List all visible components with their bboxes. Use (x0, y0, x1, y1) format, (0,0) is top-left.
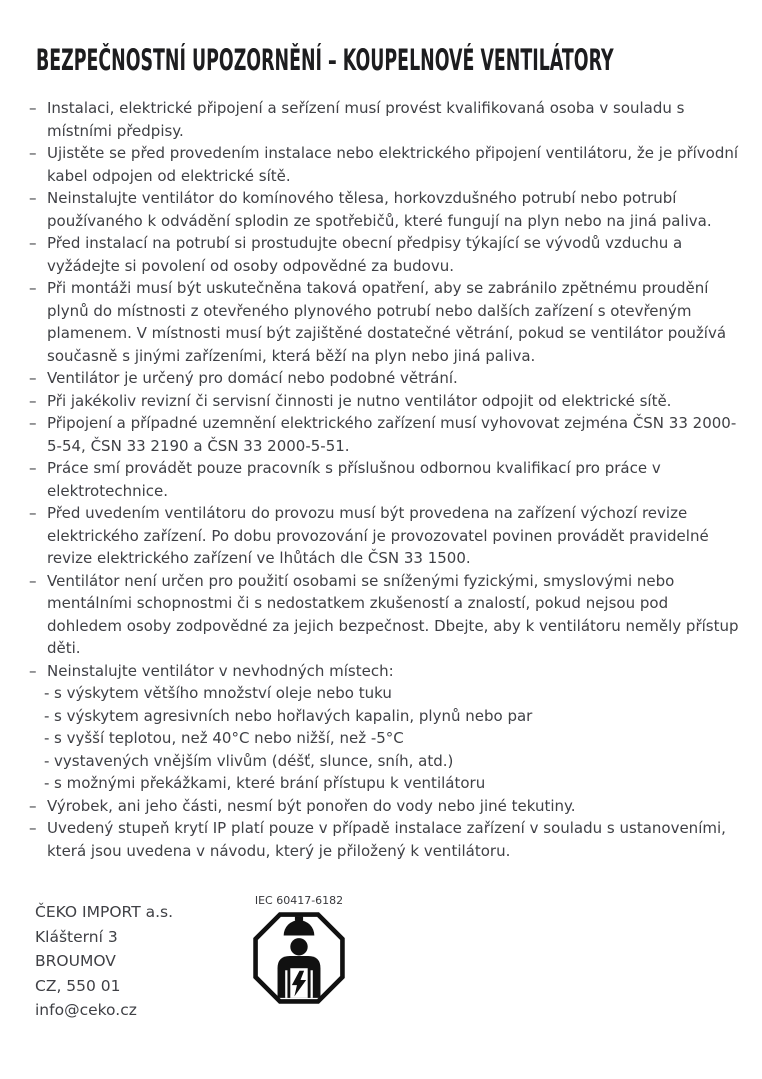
bullet-dash: – (29, 459, 37, 477)
sub-item-text: s výskytem agresivních nebo hořlavých kapalin, plynů nebo par (54, 706, 533, 725)
safety-list-item (29, 142, 744, 187)
safety-item-text: Ventilátor je určený pro domácí nebo podobné větrání. (47, 369, 458, 387)
sub-list-item (44, 727, 744, 750)
safety-list-item (29, 97, 744, 142)
bullet-dash: – (29, 279, 37, 297)
bullet-dash: – (29, 819, 37, 837)
safety-item-text: Neinstalujte ventilátor do komínového tělesa, horkovzdušného potrubí nebo potrubí používaného k odvádění splodin ze spotřebičů, které fungují na plyn nebo na jiná paliva. (47, 189, 712, 230)
safety-item-text: Při montáži musí být uskutečněna taková opatření, aby se zabránilo zpětnému proudění plynů do místnosti z otevřeného plynového potrubí nebo dalších zařízení s otevřeným plamenem. V místnosti musí být zajištěné dostatečné větrání, pokud se ventilátor používá současně s jinými zařízeními, která běží na plyn nebo jiná paliva. (47, 279, 727, 365)
safety-item-text: Před uvedením ventilátoru do provozu musí být provedena na zařízení výchozí revize elektrického zařízení. Po dobu provozování je provozovatel povinen provádět pravidelné revize elektrického zařízení ve lhůtách dle ČSN 33 1500. (47, 504, 709, 567)
safety-list-item (29, 277, 744, 367)
company-name: ČEKO IMPORT a.s. (35, 903, 174, 921)
sub-item-text: vystavených vnějším vlivům (déšť, slunce, sníh, atd.) (54, 751, 454, 770)
sub-bullet-dash: - (44, 729, 50, 747)
sub-item-text: s vyšší teplotou, než 40°C nebo nižší, než -5°C (54, 729, 404, 747)
company-city: BROUMOV (35, 952, 116, 970)
safety-list-item (29, 412, 744, 457)
unsuitable-places-sub-list (44, 682, 744, 795)
safety-list-item (29, 570, 744, 660)
bullet-dash: – (29, 189, 37, 207)
company-zip: CZ, 550 01 (35, 976, 121, 995)
sub-list-item (44, 772, 744, 795)
safety-list-item (29, 660, 744, 795)
safety-list (29, 97, 744, 862)
bullet-dash: – (29, 99, 37, 117)
bullet-dash: – (29, 796, 37, 815)
bullet-dash: – (29, 234, 37, 252)
safety-list-item (29, 795, 744, 818)
sub-bullet-dash: - (44, 684, 50, 702)
sub-item-text: s výskytem většího množství oleje nebo tuku (54, 684, 392, 702)
bullet-dash: – (29, 571, 37, 590)
safety-list-item (29, 457, 744, 502)
bullet-dash: – (29, 414, 37, 432)
safety-item-text: Připojení a případné uzemnění elektrického zařízení musí vyhovovat zejména ČSN 33 2000-5-54, ČSN 33 2190 a ČSN 33 2000-5-51. (47, 414, 737, 455)
page-footer (29, 894, 744, 1023)
sub-list-item (44, 682, 744, 705)
electrician-icon (253, 912, 345, 1004)
safety-item-text: Uvedený stupeň krytí IP platí pouze v případě instalace zařízení v souladu s ustanoveními, která jsou uvedena v návodu, který je přiložený k ventilátoru. (47, 819, 726, 860)
company-email: info@ceko.cz (35, 1001, 137, 1019)
company-street: Klášterní 3 (35, 927, 118, 946)
page-title: BEZPEČNOSTNÍ UPOZORNĚNÍ – KOUPELNOVÉ VENTILÁTORY (36, 43, 614, 77)
safety-list-item (29, 502, 744, 570)
bullet-dash: – (29, 144, 37, 162)
safety-item-text: Před instalací na potrubí si prostudujte obecní předpisy týkající se vývodů vzduchu a vyžádejte si povolení od osoby odpovědné za budovu. (47, 234, 683, 275)
sub-list-item (44, 750, 744, 773)
safety-item-text: Ujistěte se před provedením instalace nebo elektrického připojení ventilátoru, že je přívodní kabel odpojen od elektrické sítě. (47, 144, 739, 185)
sub-item-text: s možnými překážkami, které brání přístupu k ventilátoru (54, 774, 486, 792)
bullet-dash: – (29, 391, 37, 410)
company-address (35, 900, 207, 1023)
safety-list-item (29, 187, 744, 232)
sub-bullet-dash: - (44, 751, 50, 770)
safety-list-item (29, 817, 744, 862)
safety-item-text: Instalaci, elektrické připojení a seřízení musí provést kvalifikovaná osoba v souladu s místními předpisy. (47, 99, 685, 140)
iec-symbol-block (233, 894, 365, 1004)
safety-item-text: Výrobek, ani jeho části, nesmí být ponořen do vody nebo jiné tekutiny. (47, 796, 576, 815)
bullet-dash: – (29, 504, 37, 522)
sub-bullet-dash: - (44, 706, 50, 725)
bullet-dash: – (29, 369, 37, 387)
iec-symbol-caption: IEC 60417-6182 (254, 894, 344, 907)
safety-list-item (29, 367, 744, 390)
safety-item-text: Ventilátor není určen pro použití osobami se sníženými fyzickými, smyslovými nebo mentálními schopnostmi či s nedostatkem zkušeností a znalostí, pokud nejsou pod dohledem osoby zodpovědné za jejich bezpečnost. Dbejte, aby k ventilátoru neměly přístup děti. (47, 571, 739, 657)
safety-item-text: Neinstalujte ventilátor v nevhodných místech: (47, 661, 394, 680)
sub-list-item (44, 705, 744, 728)
safety-item-text: Práce smí provádět pouze pracovník s příslušnou odbornou kvalifikací pro práce v elektrotechnice. (47, 459, 661, 500)
safety-list-item (29, 232, 744, 277)
safety-list-item (29, 390, 744, 413)
safety-item-text: Při jakékoliv revizní či servisní činnosti je nutno ventilátor odpojit od elektrické sítě. (47, 391, 672, 410)
bullet-dash: – (29, 661, 37, 680)
sub-bullet-dash: - (44, 774, 50, 792)
